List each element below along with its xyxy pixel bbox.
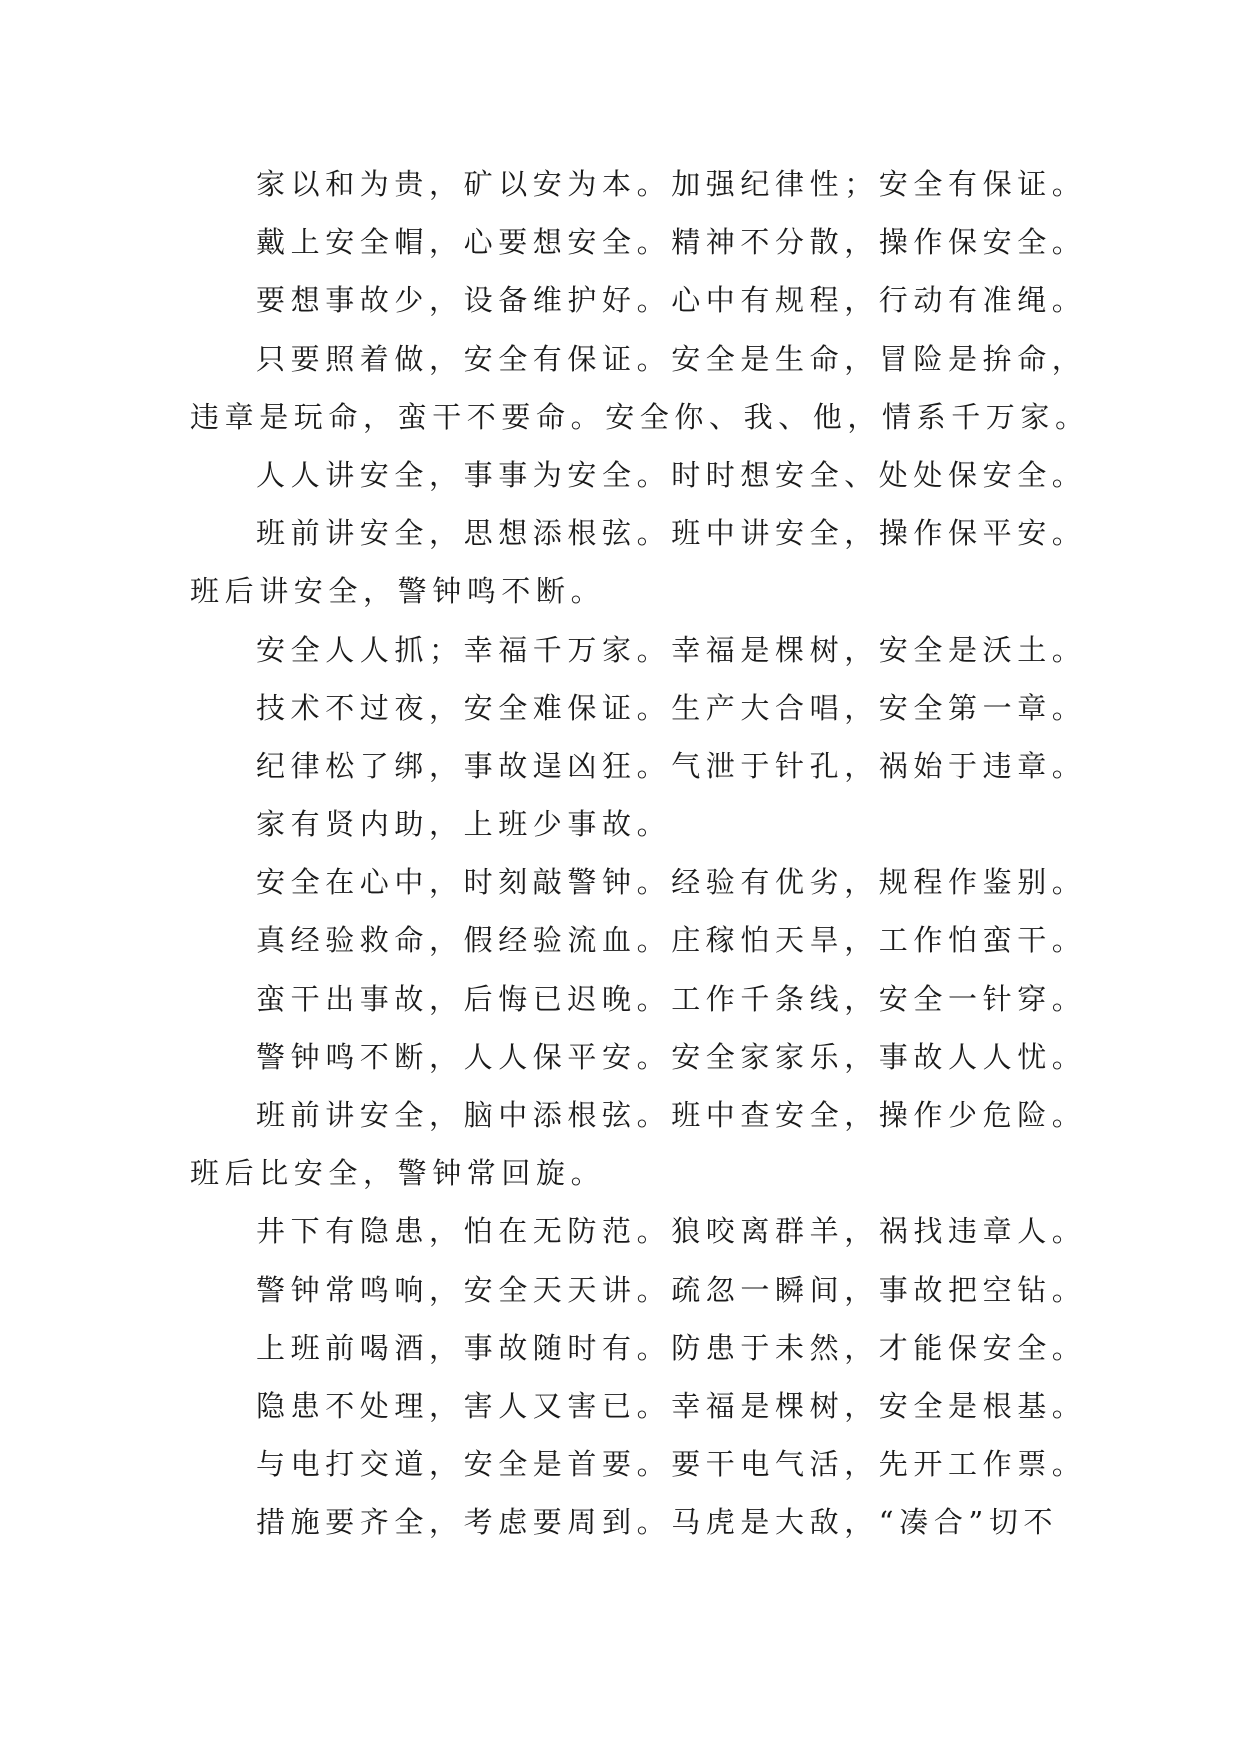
text-line: 人人讲安全，事事为安全。时时想安全、处处保安全。 (256, 457, 1087, 492)
text-line: 上班前喝酒，事故随时有。防患于未然，才能保安全。 (256, 1330, 1087, 1365)
text-line: 隐患不处理，害人又害已。幸福是棵树，安全是根基。 (256, 1388, 1087, 1423)
text-line: 安全在心中，时刻敲警钟。经验有优劣，规程作鉴别。 (256, 865, 1087, 900)
text-line: 纪律松了绑，事故逞凶狂。气泄于针孔，祸始于违章。 (256, 748, 1087, 783)
text-line: 与电打交道，安全是首要。要干电气活，先开工作票。 (256, 1447, 1087, 1482)
text-line: 只要照着做，安全有保证。安全是生命，冒险是拚命， (256, 341, 1087, 376)
text-line: 家有贤内助，上班少事故。 (256, 807, 672, 842)
text-line: 班后比安全，警钟常回旋。 (190, 1156, 606, 1191)
text-line: 蛮干出事故，后悔已迟晚。工作千条线，安全一针穿。 (256, 981, 1087, 1016)
text-line: 技术不过夜，安全难保证。生产大合唱，安全第一章。 (256, 690, 1087, 725)
text-line: 安全人人抓；幸福千万家。幸福是棵树，安全是沃土。 (256, 632, 1087, 667)
text-line: 措施要齐全，考虑要周到。马虎是大敌，“凑合”切不 (256, 1505, 1059, 1540)
text-line: 要想事故少，设备维护好。心中有规程，行动有准绳。 (256, 283, 1087, 318)
text-line: 警钟常鸣响，安全天天讲。疏忽一瞬间，事故把空钻。 (256, 1272, 1087, 1307)
text-line: 井下有隐患，怕在无防范。狼咬离群羊，祸找违章人。 (256, 1214, 1087, 1249)
text-line: 班后讲安全，警钟鸣不断。 (190, 574, 606, 609)
text-line: 真经验救命，假经验流血。庄稼怕天旱，工作怕蛮干。 (256, 923, 1087, 958)
text-line: 警钟鸣不断，人人保平安。安全家家乐，事故人人忧。 (256, 1039, 1087, 1074)
text-line: 班前讲安全，思想添根弦。班中讲安全，操作保平安。 (256, 516, 1087, 551)
text-line: 违章是玩命，蛮干不要命。安全你、我、他，情系千万家。 (190, 399, 1090, 434)
text-line: 班前讲安全，脑中添根弦。班中查安全，操作少危险。 (256, 1098, 1087, 1132)
text-line: 戴上安全帽，心要想安全。精神不分散，操作保安全。 (256, 225, 1087, 260)
text-line: 家以和为贵，矿以安为本。加强纪律性；安全有保证。 (256, 167, 1087, 201)
document-body (190, 155, 1090, 1552)
